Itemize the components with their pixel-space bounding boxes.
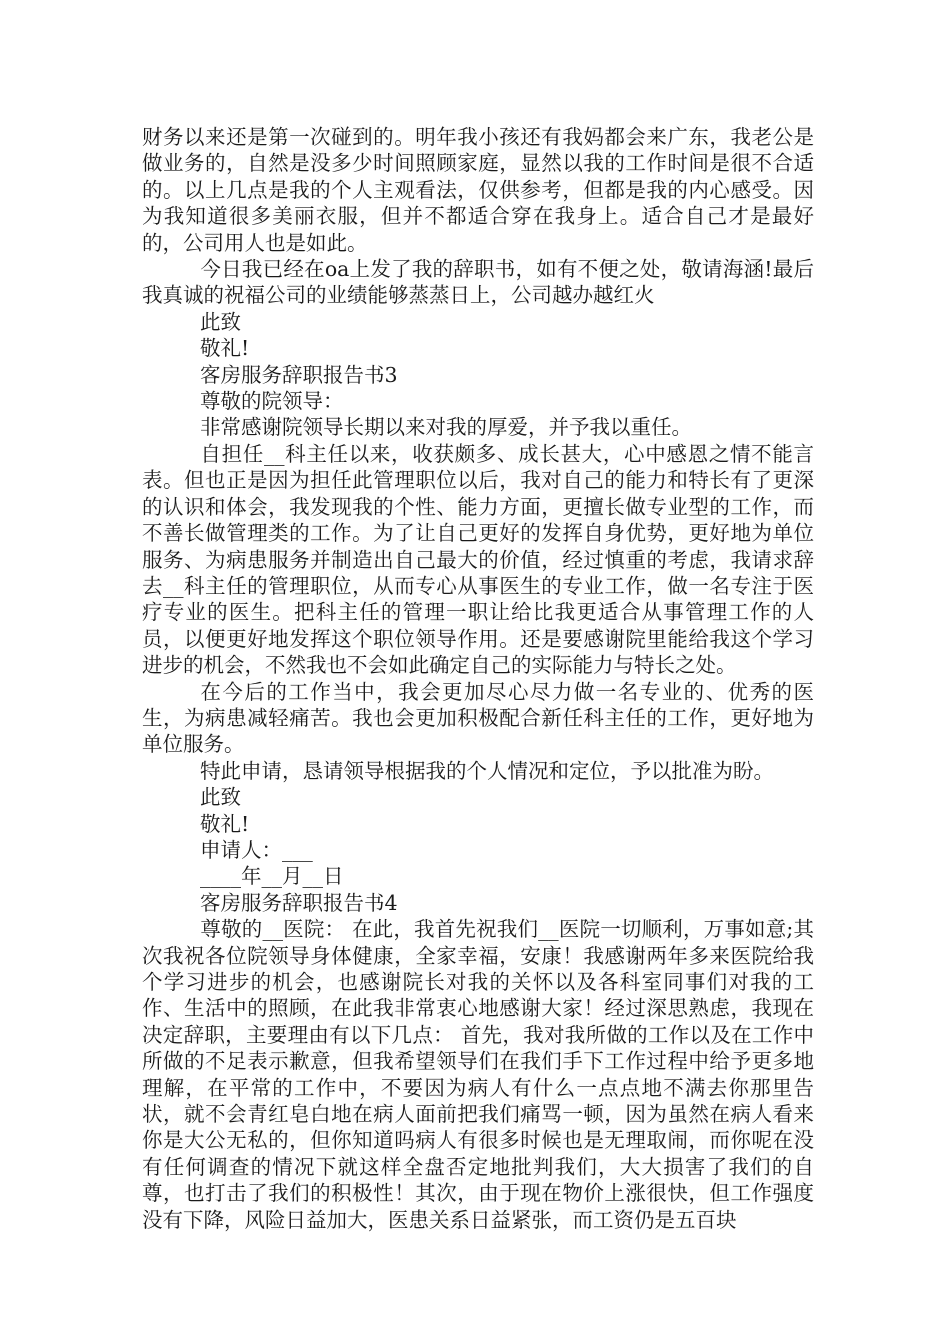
paragraph-director-resignation: 自担任__科主任以来，收获颇多、成长甚大，心中感恩之情不能言表。但也正是因为担任此管理职位以后，我对自己的能力和特长有了更深的认识和体会，我发现我的个性、能力方面，更擅长做专业型的工作，而不善长做管理类的工作。为了让自己更好的发挥自身优势，更好地为单位服务、为病患服务并制造出自己最大的价值，经过慎重的考虑，我请求辞去__科主任的管理职位，从而专心从事医生的专业工作，做一名专注于医疗专业的医生。把科主任的管理一职让给比我更适合从事管理工作的人员，以便更好地发挥这个职位领导作用。还是要感谢院里能给我这个学习进步的机会，不然我也不会如此确定自己的实际能力与特长之处。 [142, 441, 814, 678]
section-heading-4: 客房服务辞职报告书4 [200, 890, 398, 915]
applicant-line: 申请人：___ [200, 837, 313, 862]
paragraph-future-work: 在今后的工作当中，我会更加尽心尽力做一名专业的、优秀的医生，为病患减轻痛苦。我也会更加积极配合新任科主任的工作，更好地为单位服务。 [142, 679, 814, 757]
closing-jingli-2: 敬礼! [200, 811, 250, 836]
closing-cizhi: 此致 [200, 309, 241, 334]
paragraph-request: 特此申请，恳请领导根据我的个人情况和定位，予以批准为盼。 [200, 758, 774, 783]
paragraph-thanks: 非常感谢院领导长期以来对我的厚爱，并予我以重任。 [200, 415, 692, 440]
paragraph-hospital-letter: 尊敬的__医院： 在此，我首先祝我们__医院一切顺利，万事如意;其次我祝各位院领导身体健康，全家幸福，安康！我感谢两年多来医院给我个学习进步的机会，也感谢院长对我的关怀以及各科室同事们对我的工作、生活中的照顾，在此我非常衷心地感谢大家！经过深思熟虑，我现在决定辞职，主要理由有以下几点： 首先，我对我所做的工作以及在工作中所做的不足表示歉意，但我希望领导们在我们手下工作过程中给予更多地理解，在平常的工作中，不要因为病人有什么一点点地不满去你那里告状，就不会青红皂白地在病人面前把我们痛骂一顿，因为虽然在病人看来你是大公无私的，但你知道吗病人有很多时候也是无理取闹，而你呢在没有任何调查的情况下就这样全盘否定地批判我们，大大损害了我们的自尊，也打击了我们的积极性！其次，由于现在物价上涨很快，但工作强度没有下降，风险日益加大，医患关系日益紧张，而工资仍是五百块 [142, 917, 814, 1232]
salutation-hospital-leaders: 尊敬的院领导： [200, 389, 344, 414]
date-line: ____年__月__日 [200, 864, 344, 889]
paragraph-finance-reasons: 财务以来还是第一次碰到的。明年我小孩还有我妈都会来广东，我老公是做业务的，自然是没多少时间照顾家庭，显然以我的工作时间是很不合适的。以上几点是我的个人主观看法，仅供参考，但都是我的内心感受。因为我知道很多美丽衣服，但并不都适合穿在我身上。适合自己才是最好的，公司用人也是如此。 [142, 125, 814, 255]
closing-cizhi-2: 此致 [200, 785, 241, 810]
paragraph-oa-resignation: 今日我已经在oa上发了我的辞职书，如有不便之处，敬请海涵!最后我真诚的祝福公司的业绩能够蒸蒸日上，公司越办越红火 [142, 257, 814, 308]
section-heading-3: 客房服务辞职报告书3 [200, 362, 398, 387]
document-body [142, 124, 814, 1233]
closing-jingli: 敬礼! [200, 336, 250, 361]
